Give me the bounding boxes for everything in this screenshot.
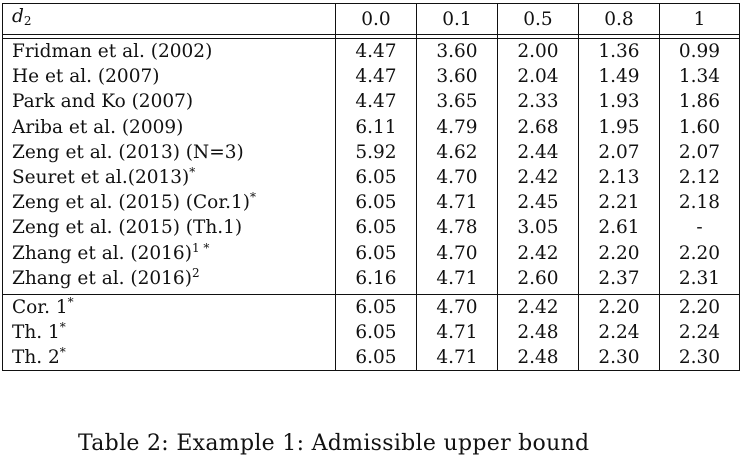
- value-cell: 4.70: [417, 241, 498, 266]
- footnote-mark: *: [189, 165, 196, 180]
- value-cell: 2.30: [579, 345, 660, 371]
- table-row: [3, 320, 740, 345]
- method-name-cell: [3, 266, 336, 291]
- value-cell: 1.93: [579, 89, 660, 114]
- footnote-mark: 1 *: [191, 240, 210, 255]
- results-table-container: [2, 3, 739, 371]
- value-cell: 6.16: [336, 266, 417, 291]
- column-header: 0.1: [417, 4, 498, 35]
- value-cell: 2.07: [660, 140, 740, 165]
- column-header: 0.0: [336, 4, 417, 35]
- footnote-mark: *: [59, 345, 66, 360]
- table-row: [3, 89, 740, 114]
- footnote-mark: *: [67, 294, 74, 309]
- value-cell: 2.60: [498, 266, 579, 291]
- table-row: [3, 140, 740, 165]
- value-cell: 2.48: [498, 345, 579, 371]
- value-cell: 0.99: [660, 39, 740, 65]
- column-header: 0.5: [498, 4, 579, 35]
- method-name-cell: [3, 320, 336, 345]
- value-cell: 2.21: [579, 190, 660, 215]
- method-name-cell: [3, 140, 336, 165]
- method-name: Ariba et al. (2009): [12, 116, 184, 138]
- value-cell: 4.71: [417, 320, 498, 345]
- method-name-cell: [3, 215, 336, 240]
- footnote-mark: *: [59, 320, 66, 335]
- value-cell: 1.36: [579, 39, 660, 65]
- method-name-cell: [3, 294, 336, 320]
- value-cell: 6.05: [336, 190, 417, 215]
- value-cell: 6.05: [336, 165, 417, 190]
- value-cell: 2.45: [498, 190, 579, 215]
- table-row: [3, 215, 740, 240]
- method-name: Th. 2: [12, 347, 60, 369]
- value-cell: 2.12: [660, 165, 740, 190]
- table-caption: Table 2: Example 1: Admissible upper bound: [78, 431, 590, 456]
- method-name-cell: [3, 39, 336, 65]
- value-cell: 2.04: [498, 64, 579, 89]
- value-cell: 3.60: [417, 64, 498, 89]
- value-cell: 6.05: [336, 294, 417, 320]
- method-name-cell: [3, 241, 336, 266]
- value-cell: 2.44: [498, 140, 579, 165]
- value-cell: 2.24: [579, 320, 660, 345]
- value-cell: 2.37: [579, 266, 660, 291]
- header-row-label: [3, 4, 336, 35]
- value-cell: 2.42: [498, 165, 579, 190]
- value-cell: 6.05: [336, 320, 417, 345]
- value-cell: 4.71: [417, 190, 498, 215]
- results-table-body: [3, 4, 740, 371]
- value-cell: 2.24: [660, 320, 740, 345]
- value-cell: 1.49: [579, 64, 660, 89]
- method-name: He et al. (2007): [12, 66, 160, 88]
- method-name: Cor. 1: [12, 296, 68, 318]
- value-cell: 1.95: [579, 115, 660, 140]
- method-name: Th. 1: [12, 322, 60, 344]
- method-name-cell: [3, 64, 336, 89]
- value-cell: 3.60: [417, 39, 498, 65]
- value-cell: 1.60: [660, 115, 740, 140]
- value-cell: 4.47: [336, 39, 417, 65]
- value-cell: 2.07: [579, 140, 660, 165]
- value-cell: 2.42: [498, 294, 579, 320]
- value-cell: 6.05: [336, 345, 417, 371]
- value-cell: 2.48: [498, 320, 579, 345]
- footnote-mark: *: [250, 190, 256, 205]
- method-name: Zhang et al. (2016): [12, 242, 192, 264]
- value-cell: 2.33: [498, 89, 579, 114]
- value-cell: 2.18: [660, 190, 740, 215]
- value-cell: 2.31: [660, 266, 740, 291]
- results-table: [2, 3, 740, 371]
- value-cell: 2.42: [498, 241, 579, 266]
- method-name-cell: [3, 89, 336, 114]
- table-row: [3, 190, 740, 215]
- table-row: [3, 241, 740, 266]
- table-header-row: [3, 4, 740, 35]
- table-row: [3, 266, 740, 291]
- header-symbol: d: [12, 6, 24, 27]
- method-name-cell: [3, 190, 336, 215]
- value-cell: 2.20: [579, 241, 660, 266]
- value-cell: 4.47: [336, 89, 417, 114]
- value-cell: 6.05: [336, 241, 417, 266]
- method-name: Park and Ko (2007): [12, 91, 194, 113]
- method-name: Zhang et al. (2016): [12, 267, 192, 289]
- value-cell: 2.68: [498, 115, 579, 140]
- method-name: Zeng et al. (2015) (Th.1): [12, 217, 243, 239]
- value-cell: 2.61: [579, 215, 660, 240]
- method-name-cell: [3, 165, 336, 190]
- value-cell: 2.20: [579, 294, 660, 320]
- column-header: 0.8: [579, 4, 660, 35]
- value-cell: 3.65: [417, 89, 498, 114]
- value-cell: 1.86: [660, 89, 740, 114]
- value-cell: 5.92: [336, 140, 417, 165]
- footnote-mark: 2: [191, 265, 200, 280]
- value-cell: 4.71: [417, 266, 498, 291]
- value-cell: 4.70: [417, 165, 498, 190]
- table-row: [3, 345, 740, 371]
- value-cell: -: [660, 215, 740, 240]
- value-cell: 2.13: [579, 165, 660, 190]
- value-cell: 4.78: [417, 215, 498, 240]
- method-name: Seuret et al.(2013): [12, 167, 190, 189]
- value-cell: 4.71: [417, 345, 498, 371]
- method-name: Zeng et al. (2015) (Cor.1): [12, 192, 250, 214]
- value-cell: 2.20: [660, 294, 740, 320]
- method-name: Fridman et al. (2002): [12, 41, 213, 63]
- value-cell: 3.05: [498, 215, 579, 240]
- value-cell: 4.62: [417, 140, 498, 165]
- value-cell: 2.20: [660, 241, 740, 266]
- table-row: [3, 39, 740, 65]
- table-row: [3, 165, 740, 190]
- value-cell: 4.47: [336, 64, 417, 89]
- table-row: [3, 115, 740, 140]
- table-row: [3, 294, 740, 320]
- value-cell: 4.70: [417, 294, 498, 320]
- value-cell: 2.30: [660, 345, 740, 371]
- method-name: Zeng et al. (2013) (N=3): [12, 141, 244, 163]
- method-name-cell: [3, 115, 336, 140]
- method-name-cell: [3, 345, 336, 371]
- value-cell: 6.05: [336, 215, 417, 240]
- value-cell: 1.34: [660, 64, 740, 89]
- table-row: [3, 64, 740, 89]
- column-header: 1: [660, 4, 740, 35]
- value-cell: 2.00: [498, 39, 579, 65]
- value-cell: 4.79: [417, 115, 498, 140]
- header-subscript: 2: [23, 14, 32, 28]
- value-cell: 6.11: [336, 115, 417, 140]
